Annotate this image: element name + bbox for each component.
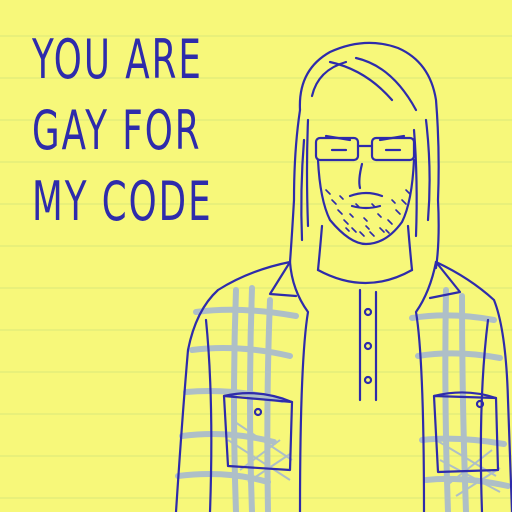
caption-line-1: YOU ARE xyxy=(32,28,203,91)
caption-line-3: MY CODE xyxy=(32,170,213,233)
caption-line-2: GAY FOR xyxy=(32,99,202,162)
card-caption xyxy=(32,24,262,237)
